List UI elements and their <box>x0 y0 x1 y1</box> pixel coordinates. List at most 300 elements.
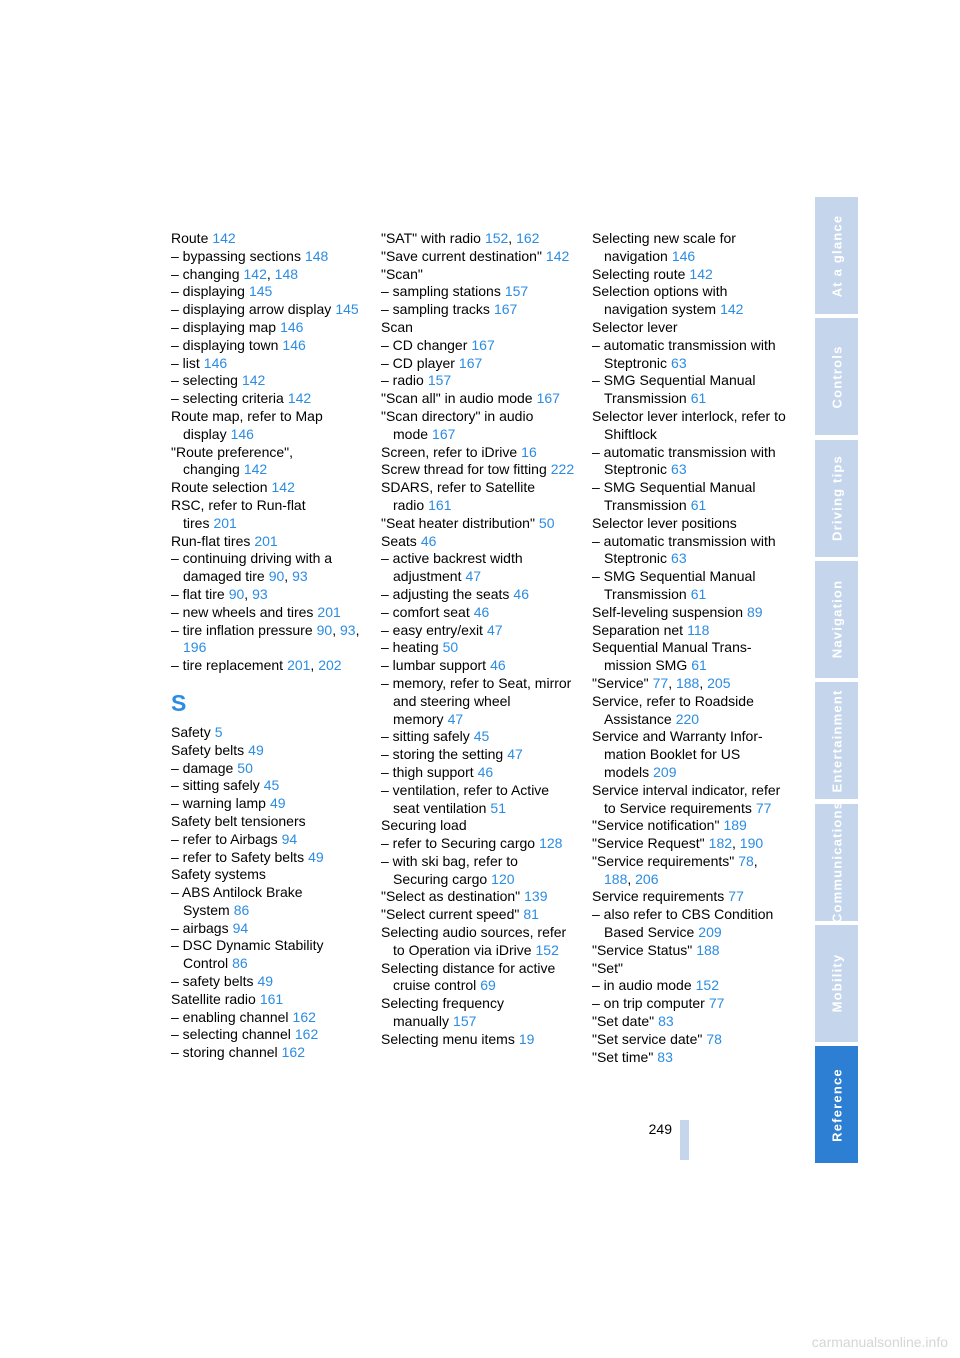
index-entry <box>171 533 361 551</box>
page-ref-link[interactable]: 142 <box>241 372 266 389</box>
index-entry-text: – on trip computer <box>592 995 705 1012</box>
index-entry <box>381 728 577 746</box>
index-entry-text: Self-leveling suspension <box>592 603 743 620</box>
page-ref-link[interactable]: 201 <box>287 657 311 674</box>
index-entry <box>381 604 577 622</box>
page-ref-link[interactable]: 93 <box>292 568 308 585</box>
sidebar-tab-entertainment[interactable] <box>815 682 858 799</box>
sidebar-tab-label: Controls <box>829 345 844 409</box>
page-ref-link[interactable]: 142 <box>243 461 268 478</box>
index-entry-text: – storing the setting <box>381 746 504 763</box>
index-entry-text: Separation net <box>592 621 684 638</box>
page-ref-link[interactable]: 83 <box>658 1013 674 1030</box>
page-ref-link[interactable]: 142 <box>689 265 713 282</box>
index-entry-text: – heating <box>381 639 439 656</box>
index-entry-text: – SMG Sequential Manual Transmission <box>592 372 756 407</box>
index-column-1 <box>171 230 361 1062</box>
page-ref-link[interactable]: 196 <box>183 639 207 656</box>
page-ref-link[interactable]: 146 <box>203 354 228 371</box>
page-ref-separator: , <box>627 870 636 887</box>
index-entry-text: – sitting safely <box>171 777 260 794</box>
index-entry <box>381 230 577 248</box>
index-entry-text: "Set service date" <box>592 1030 703 1047</box>
page-ref-link[interactable]: 120 <box>491 870 515 887</box>
page-ref-link[interactable]: 46 <box>420 532 437 549</box>
page-ref-link[interactable]: 61 <box>691 657 707 674</box>
page-ref-link[interactable]: 188 <box>604 870 628 887</box>
index-entry-text: – continuing driving with a damaged tire <box>171 550 333 585</box>
index-entry <box>171 586 361 604</box>
index-entry <box>171 230 361 248</box>
page-ref-link[interactable]: 93 <box>252 585 268 602</box>
index-entry-text: Selecting new scale for navigation <box>592 230 736 264</box>
index-entry <box>381 764 577 782</box>
index-entry-text: Route <box>171 230 209 246</box>
page-ref-link[interactable]: 47 <box>465 568 482 585</box>
index-entry-text: Safety belt tensioners <box>171 812 306 829</box>
index-entry-text: RSC, refer to Run-flat tires <box>171 496 306 531</box>
index-entry-text: "Set" <box>592 959 623 976</box>
index-entry <box>171 937 361 973</box>
index-entry-text: "Scan all" in audio mode <box>381 390 533 407</box>
index-entry <box>381 675 577 728</box>
page-ref-link[interactable]: 77 <box>728 888 744 905</box>
index-entry <box>381 248 577 266</box>
page-ref-link[interactable]: 167 <box>493 301 518 318</box>
index-entry-text: "Set date" <box>592 1013 655 1030</box>
sidebar-tab-at-a-glance[interactable] <box>815 197 858 314</box>
page-ref-link[interactable]: 77 <box>708 995 725 1012</box>
index-entry-text: Safety systems <box>171 866 266 883</box>
index-entry <box>381 960 577 996</box>
index-entry <box>381 390 577 408</box>
page-ref-link[interactable]: 69 <box>480 977 496 994</box>
index-entry <box>592 479 788 515</box>
page-ref-link[interactable]: 49 <box>308 848 324 865</box>
page-ref-link[interactable]: 162 <box>281 1044 305 1061</box>
index-entry-text: "Seat heater distribution" <box>381 514 535 531</box>
index-entry-text: – selecting criteria <box>171 390 284 407</box>
index-entry <box>381 924 577 960</box>
index-entry-text: – in audio mode <box>592 977 692 994</box>
page-ref-link[interactable]: 50 <box>442 639 459 656</box>
page-ref-link[interactable]: 202 <box>318 657 342 674</box>
index-entry-text: – DSC Dynamic Stability Control <box>171 937 324 972</box>
index-entry <box>171 372 361 390</box>
index-entry <box>381 319 577 337</box>
page-ref-link[interactable]: 182 <box>708 835 733 852</box>
index-entry <box>592 1031 788 1049</box>
page-ref-separator: , <box>355 621 360 638</box>
index-entry-text: – displaying <box>171 283 245 300</box>
page-ref-link[interactable]: 148 <box>304 247 329 264</box>
page-ref-link[interactable]: 90 <box>228 585 245 602</box>
index-entry <box>381 337 577 355</box>
index-entry <box>171 991 361 1009</box>
index-entry-text: – memory, refer to Seat, mirror and steering wheel memory <box>381 674 572 727</box>
page-ref-link[interactable]: 77 <box>652 674 669 691</box>
index-entry <box>171 849 361 867</box>
page-ref-link[interactable]: 46 <box>477 763 494 780</box>
index-entry <box>592 622 788 640</box>
index-entry <box>171 1044 361 1062</box>
index-entry-text: "Service Request" <box>592 835 705 852</box>
page-ref-link[interactable]: 145 <box>335 301 359 318</box>
page-ref-link[interactable]: 93 <box>340 621 356 638</box>
index-entry <box>592 977 788 995</box>
sidebar-tab-reference[interactable] <box>815 1046 858 1163</box>
page-ref-link[interactable]: 222 <box>550 461 575 478</box>
index-entry <box>592 283 788 319</box>
sidebar-tab-label: Driving tips <box>829 455 844 542</box>
index-entry <box>592 906 788 942</box>
page-ref-link[interactable]: 167 <box>471 336 495 353</box>
page-ref-link[interactable]: 50 <box>237 759 253 776</box>
index-entry <box>381 266 577 284</box>
page-ref-link[interactable]: 86 <box>232 955 248 972</box>
sidebar-tab-label: Mobility <box>829 953 844 1013</box>
index-entry-text: – ABS Antilock Brake System <box>171 884 303 918</box>
index-entry-text: Safety belts <box>171 741 245 758</box>
index-entry-text: Service requirements <box>592 888 725 905</box>
page-ref-link[interactable]: 161 <box>259 990 284 1007</box>
index-entry <box>381 657 577 675</box>
page-ref-link[interactable]: 146 <box>671 247 696 264</box>
page-ref-link[interactable]: 157 <box>427 372 452 389</box>
page-ref-link[interactable]: 63 <box>671 461 687 478</box>
index-entry <box>171 479 361 497</box>
page-ref-link[interactable]: 148 <box>274 265 299 282</box>
page-ref-separator: , <box>699 674 708 691</box>
index-entry <box>171 337 361 355</box>
index-entry <box>592 853 788 889</box>
index-entry <box>592 995 788 1013</box>
page-ref-separator: , <box>284 568 293 585</box>
page-ref-link[interactable]: 50 <box>538 514 555 531</box>
sidebar-tab-communications[interactable] <box>815 800 858 924</box>
page-ref-link[interactable]: 128 <box>539 835 563 852</box>
index-entry <box>592 1049 788 1067</box>
index-entry-text: Selecting audio sources, refer to Operation via iDrive <box>381 924 567 958</box>
page-ref-link[interactable]: 47 <box>507 746 523 763</box>
index-entry-text: – storing channel <box>171 1044 278 1061</box>
index-entry <box>171 301 361 319</box>
index-entry-text: – comfort seat <box>381 603 470 620</box>
page-ref-link[interactable]: 189 <box>723 817 747 834</box>
index-entry <box>592 817 788 835</box>
index-entry-text: – adjusting the seats <box>381 585 510 602</box>
index-entry-text: – SMG Sequential Manual Transmission <box>592 568 756 602</box>
index-entry-text: SDARS, refer to Satellite radio <box>381 479 536 513</box>
page-ref-link[interactable]: 162 <box>294 1026 319 1043</box>
index-entry <box>592 888 788 906</box>
index-entry <box>592 266 788 284</box>
page-ref-link[interactable]: 5 <box>214 723 223 740</box>
index-entry-text: "Scan" <box>381 265 423 282</box>
page-ref-link[interactable]: 146 <box>282 336 306 353</box>
page-ref-separator: , <box>508 230 517 246</box>
index-entry-text: Screw thread for tow fitting <box>381 461 547 478</box>
index-entry <box>592 515 788 533</box>
page-ref-link[interactable]: 162 <box>292 1008 316 1025</box>
index-entry <box>171 248 361 266</box>
page-ref-link[interactable]: 142 <box>545 247 570 264</box>
page-ref-link[interactable]: 86 <box>233 901 250 918</box>
page-ref-link[interactable]: 49 <box>257 973 274 990</box>
index-entry <box>171 497 361 533</box>
page-ref-link[interactable]: 190 <box>739 835 764 852</box>
index-entry <box>171 760 361 778</box>
index-entry-text: – easy entry/exit <box>381 621 483 638</box>
index-entry-text: – automatic transmission with Steptronic <box>592 532 776 567</box>
page-ref-link[interactable]: 142 <box>271 479 295 496</box>
index-entry <box>381 444 577 462</box>
index-entry-text: – displaying town <box>171 336 279 353</box>
page-ref-separator: , <box>732 835 740 852</box>
index-entry <box>381 995 577 1031</box>
index-entry-text: Satellite radio <box>171 990 256 1007</box>
index-entry-text: Route selection <box>171 479 268 496</box>
page-ref-link[interactable]: 142 <box>287 390 312 407</box>
index-entry <box>171 319 361 337</box>
index-entry <box>381 906 577 924</box>
page-ref-link[interactable]: 47 <box>486 621 503 638</box>
index-entry-text: Selector lever <box>592 318 678 335</box>
page-ref-link[interactable]: 161 <box>428 496 452 513</box>
page-ref-link[interactable]: 47 <box>447 710 464 727</box>
index-entry <box>381 746 577 764</box>
page-ref-link[interactable]: 142 <box>243 265 267 282</box>
page-ref-link[interactable]: 45 <box>263 777 280 794</box>
index-entry-text: – damage <box>171 759 234 776</box>
page-ref-separator: , <box>668 674 676 691</box>
page-ref-link[interactable]: 83 <box>657 1048 673 1065</box>
index-entry-text: – also refer to CBS Condition Based Service <box>592 906 774 941</box>
index-entry-text: – tire inflation pressure <box>171 621 313 638</box>
index-entry-text: Run-flat tires <box>171 532 251 549</box>
index-entry-text: – sampling tracks <box>381 301 490 318</box>
index-entry <box>592 533 788 569</box>
page-ref-link[interactable]: 209 <box>653 763 677 780</box>
index-entry <box>381 301 577 319</box>
sidebar-tab-navigation[interactable] <box>815 561 858 678</box>
index-entry-text: – bypassing sections <box>171 247 301 264</box>
index-entry <box>381 283 577 301</box>
index-entry <box>381 817 577 835</box>
index-entry-text: – displaying arrow display <box>171 301 332 318</box>
index-letter-heading: S <box>171 689 187 716</box>
index-entry-text: "Service" <box>592 674 649 691</box>
page-ref-link[interactable]: 81 <box>523 906 539 923</box>
index-entry-text: – active backrest width adjustment <box>381 550 523 585</box>
index-entry <box>592 337 788 373</box>
page-ref-link[interactable]: 49 <box>248 741 264 758</box>
index-entry-text: – CD player <box>381 354 455 371</box>
page-ref-link[interactable]: 145 <box>248 283 273 300</box>
page-ref-link[interactable]: 90 <box>316 621 333 638</box>
page-ref-link[interactable]: 162 <box>516 230 540 246</box>
index-entry <box>592 782 788 818</box>
index-entry-text: Scan <box>381 318 413 335</box>
index-entry <box>381 355 577 373</box>
index-entry <box>592 319 788 337</box>
index-entry <box>171 266 361 284</box>
index-entry <box>592 960 788 978</box>
page-ref-link[interactable]: 61 <box>690 390 707 407</box>
sidebar-tab-label: Navigation <box>829 580 844 659</box>
index-entry-text: – ventilation, refer to Active seat ventilation <box>381 781 550 816</box>
page-ref-link[interactable]: 188 <box>675 674 700 691</box>
index-entry-text: "Route preference", changing <box>171 443 294 478</box>
page-ref-link[interactable]: 19 <box>518 1030 535 1047</box>
index-column-2 <box>381 230 577 1049</box>
index-entry-text: – automatic transmission with Steptronic <box>592 336 776 371</box>
index-entry <box>381 622 577 640</box>
index-entry <box>592 372 788 408</box>
page-ref-link[interactable]: 142 <box>720 301 744 318</box>
index-entry-text: – thigh support <box>381 763 474 780</box>
index-entry <box>171 283 361 301</box>
page-ref-link[interactable]: 89 <box>746 603 763 620</box>
page-ref-link[interactable]: 94 <box>232 919 249 936</box>
page-ref-link[interactable]: 167 <box>432 425 456 442</box>
index-entry <box>592 942 788 960</box>
index-entry-text: – selecting <box>171 372 238 389</box>
page-ref-link[interactable]: 139 <box>524 888 548 905</box>
page-ref-link[interactable]: 90 <box>268 568 285 585</box>
page-ref-link[interactable]: 209 <box>698 924 722 941</box>
index-entry <box>171 550 361 586</box>
index-entry <box>171 777 361 795</box>
index-entry-text: – safety belts <box>171 973 254 990</box>
index-entry <box>171 866 361 884</box>
page-ref-link[interactable]: 201 <box>213 514 237 531</box>
index-entry-text: Selection options with navigation system <box>592 283 728 318</box>
index-entry-text: Selector lever positions <box>592 514 737 531</box>
page-ref-link[interactable]: 16 <box>521 443 537 460</box>
index-entry <box>171 604 361 622</box>
page-ref-link[interactable]: 46 <box>513 585 529 602</box>
index-entry <box>381 479 577 515</box>
index-entry <box>381 372 577 390</box>
page-ref-link[interactable]: 46 <box>473 603 490 620</box>
page-ref-link[interactable]: 220 <box>675 710 700 727</box>
index-entry-text: "Service Status" <box>592 941 693 958</box>
page-ref-link[interactable]: 201 <box>254 532 278 549</box>
index-entry <box>592 568 788 604</box>
index-entry <box>592 728 788 781</box>
sidebar-tab-driving-tips[interactable] <box>815 440 858 557</box>
index-entry <box>171 795 361 813</box>
page-ref-link[interactable]: 201 <box>317 603 341 620</box>
sidebar-tab-mobility[interactable] <box>815 925 858 1042</box>
index-column-3 <box>592 230 788 1066</box>
index-entry-text: Selector lever interlock, refer to Shiftlock <box>592 407 786 442</box>
page-ref-link[interactable]: 118 <box>687 621 710 638</box>
page-ref-link[interactable]: 157 <box>504 283 529 300</box>
page-ref-link[interactable]: 157 <box>453 1013 477 1030</box>
index-entry <box>171 657 361 675</box>
page-ref-link[interactable]: 152 <box>695 977 719 994</box>
page-ref-link[interactable]: 63 <box>671 550 687 567</box>
index-entry <box>171 408 361 444</box>
page-ref-link[interactable]: 167 <box>536 390 560 407</box>
page-ref-link[interactable]: 63 <box>671 354 687 371</box>
index-entry-text: Screen, refer to iDrive <box>381 443 518 460</box>
index-entry-text: – with ski bag, refer to Securing cargo <box>381 852 518 887</box>
index-entry <box>592 639 788 675</box>
page-ref-link[interactable]: 51 <box>490 799 506 816</box>
index-entry <box>381 835 577 853</box>
page-ref-link[interactable]: 146 <box>280 318 304 335</box>
index-entry-text: – refer to Safety belts <box>171 848 305 865</box>
index-entry <box>381 1031 577 1049</box>
page-ref-link[interactable]: 61 <box>690 496 707 513</box>
index-entry <box>381 461 577 479</box>
section-sidebar <box>815 197 858 1161</box>
page-ref-link[interactable]: 77 <box>755 799 772 816</box>
page-marker-bar <box>680 1120 689 1160</box>
page-ref-link[interactable]: 152 <box>535 941 559 958</box>
index-entry-text: Route map, refer to Map display <box>171 407 323 442</box>
index-entry-text: Service interval indicator, refer to Service requirements <box>592 781 781 816</box>
page-ref-link[interactable]: 46 <box>490 657 506 674</box>
index-entry <box>592 835 788 853</box>
index-entry <box>592 1013 788 1031</box>
index-entry <box>171 884 361 920</box>
sidebar-tab-controls[interactable] <box>815 318 858 435</box>
index-entry-text: Selecting frequency manually <box>381 995 504 1030</box>
index-entry-text: "Scan directory" in audio mode <box>381 407 534 442</box>
sidebar-tab-label: Communications <box>829 800 844 924</box>
page-ref-link[interactable]: 45 <box>473 728 490 745</box>
index-entry-text: – SMG Sequential Manual Transmission <box>592 479 756 513</box>
page-ref-separator: , <box>266 265 275 282</box>
index-entry-text: "Set time" <box>592 1048 654 1065</box>
page-ref-link[interactable]: 188 <box>696 941 720 958</box>
page-ref-link[interactable]: 49 <box>269 795 286 812</box>
index-entry-text: – airbags <box>171 919 229 936</box>
index-entry-text: – changing <box>171 265 240 282</box>
page-ref-link[interactable]: 61 <box>690 585 707 602</box>
index-entry <box>592 230 788 266</box>
index-entry-text: Seats <box>381 532 417 549</box>
page-ref-link[interactable]: 206 <box>635 870 659 887</box>
index-entry-text: – CD changer <box>381 336 468 353</box>
sidebar-tab-label: Reference <box>829 1067 844 1142</box>
page-ref-link[interactable]: 152 <box>484 230 509 246</box>
index-entry-text: Service, refer to Roadside Assistance <box>592 692 754 727</box>
index-entry-text: "Save current destination" <box>381 247 542 264</box>
index-entry <box>592 444 788 480</box>
sidebar-tab-label: Entertainment <box>829 689 844 793</box>
page-ref-link[interactable]: 78 <box>706 1030 722 1047</box>
page-ref-link[interactable]: 205 <box>707 674 731 691</box>
page-ref-link[interactable]: 94 <box>281 830 298 847</box>
index-entry-text: "Service requirements" <box>592 852 735 869</box>
index-entry-text: – lumbar support <box>381 657 487 674</box>
page-ref-link[interactable]: 167 <box>458 354 483 371</box>
index-entry <box>171 1009 361 1027</box>
page-ref-separator: , <box>310 657 319 674</box>
page-ref-link[interactable]: 142 <box>212 230 236 246</box>
page-ref-link[interactable]: 146 <box>230 425 254 442</box>
index-entry-text: "Select current speed" <box>381 906 520 923</box>
page-ref-link[interactable]: 78 <box>738 852 754 869</box>
page-ref-separator: , <box>332 621 340 638</box>
index-entry <box>171 1026 361 1044</box>
index-entry <box>171 973 361 991</box>
